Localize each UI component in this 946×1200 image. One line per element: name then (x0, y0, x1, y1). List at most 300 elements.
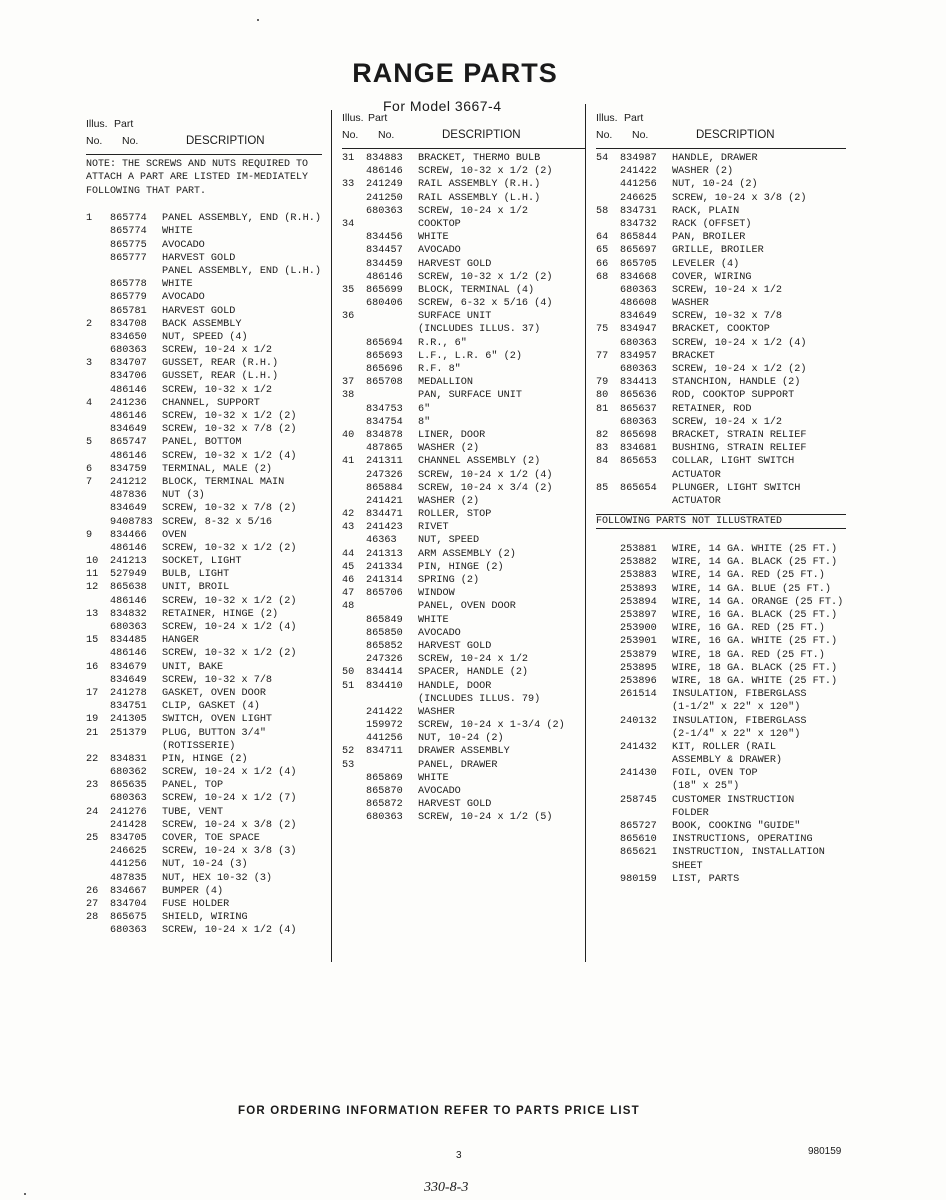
part-description: WIRE, 16 GA. BLACK (25 FT.) (672, 610, 838, 621)
part-description: BOOK, COOKING "GUIDE" (672, 821, 801, 832)
illus-number: 68 (596, 271, 609, 283)
part-number: 9408783 (110, 516, 153, 528)
illus-number (596, 622, 620, 635)
part-description: WIRE, 18 GA. RED (25 FT.) (672, 649, 825, 661)
parts-row (86, 516, 322, 529)
illus-number (596, 310, 620, 323)
parts-column-1 (86, 116, 322, 938)
illus-number: 42 (342, 509, 355, 521)
parts-row (342, 416, 585, 429)
illus-number (86, 489, 110, 502)
part-description: R.R., 6" (418, 337, 467, 349)
parts-row (596, 556, 846, 569)
part-number: 246625 (620, 192, 657, 204)
part-number: 865693 (366, 350, 403, 362)
part-description: SHIELD, WIRING (162, 912, 248, 924)
illus-number: 64 (596, 232, 609, 244)
part-description: SCREW, 10-24 x 1/2 (4) (162, 622, 297, 634)
illus-number (342, 205, 366, 218)
part-description: BRACKET, STRAIN RELIEF (672, 429, 807, 441)
illus-number (596, 873, 620, 886)
part-number: 865869 (366, 772, 403, 784)
part-description: WASHER (2) (418, 443, 480, 455)
illus-number (86, 595, 110, 608)
illus-number (596, 469, 620, 482)
part-description: 8" (418, 416, 431, 428)
part-description: NUT, SPEED (4) (162, 331, 248, 343)
part-description: SCREW, 10-24 x 1/2 (672, 284, 783, 296)
illus-number (86, 410, 110, 423)
part-number: 865849 (366, 614, 403, 626)
part-number: 865706 (366, 588, 403, 600)
parts-row (86, 581, 322, 594)
part-description: SCREW, 8-32 x 5/16 (162, 516, 273, 528)
parts-row (86, 766, 322, 779)
part-description: ROD, COOKTOP SUPPORT (672, 390, 795, 402)
illus-number (342, 258, 366, 271)
part-number: 241432 (620, 741, 657, 753)
part-number: 240132 (620, 715, 657, 727)
part-number: 834668 (620, 271, 657, 283)
parts-row (596, 583, 846, 596)
parts-row (86, 872, 322, 885)
illus-number (86, 252, 110, 265)
part-description: DRAWER ASSEMBLY (418, 746, 510, 758)
parts-row (596, 662, 846, 675)
illus-number (596, 767, 620, 780)
parts-row (86, 647, 322, 660)
part-description: (18" x 25") (672, 781, 740, 793)
part-description: FOIL, OVEN TOP (672, 768, 758, 780)
part-description: HANDLE, DOOR (418, 680, 492, 692)
part-description: BRACKET, THERMO BULB (418, 153, 541, 164)
illus-number: 34 (342, 218, 355, 230)
illus-number (86, 845, 110, 858)
part-number: 865872 (366, 799, 403, 811)
illus-number (596, 833, 620, 846)
part-number: 486146 (110, 411, 147, 423)
illus-number: 13 (86, 608, 99, 620)
part-number: 865696 (366, 364, 403, 375)
illus-number (596, 297, 620, 310)
part-description: SCREW, 10-24 x 1/2 (4) (672, 337, 807, 349)
part-description: NUT (3) (162, 490, 205, 502)
illus-number: 43 (342, 522, 355, 534)
part-number: 834649 (110, 424, 147, 436)
part-number: 834679 (110, 661, 147, 673)
part-description: HARVEST GOLD (162, 252, 236, 264)
illus-number (596, 741, 620, 754)
part-number: 834957 (620, 350, 657, 362)
part-number: 486146 (110, 450, 147, 462)
illus-number (86, 647, 110, 660)
parts-row (342, 284, 585, 297)
part-number: 834706 (110, 371, 147, 383)
parts-row (596, 178, 846, 191)
part-number: 253900 (620, 623, 657, 635)
illus-number: 84 (596, 456, 609, 468)
part-number: 241422 (366, 706, 403, 718)
part-number (110, 265, 162, 278)
part-number: 241423 (366, 522, 403, 534)
part-number: 241213 (110, 556, 147, 568)
part-description: GUSSET, REAR (L.H.) (162, 371, 279, 383)
part-number: 865621 (620, 847, 657, 859)
part-description: SCREW, 10-24 x 3/8 (2) (672, 192, 807, 204)
ordering-footer: FOR ORDERING INFORMATION REFER TO PARTS PRICE LIST (238, 1105, 640, 1117)
part-number: 865708 (366, 377, 403, 389)
parts-row (342, 482, 585, 495)
illus-number: 75 (596, 324, 609, 336)
illus-number (86, 331, 110, 344)
illus-number (86, 344, 110, 357)
parts-row (342, 376, 585, 389)
part-number (366, 310, 418, 323)
illus-number (596, 662, 620, 675)
part-number: 865637 (620, 403, 657, 415)
illus-number: 66 (596, 258, 609, 270)
parts-row (86, 819, 322, 832)
illus-number: 54 (596, 153, 609, 164)
illus-number: 53 (342, 759, 355, 771)
parts-row (342, 178, 585, 191)
part-number: 834753 (366, 403, 403, 415)
parts-row (596, 271, 846, 284)
illus-number: 80 (596, 390, 609, 402)
part-description: 6" (418, 403, 431, 415)
part-number: 865694 (366, 337, 403, 349)
part-number: 486146 (366, 271, 403, 283)
illus-number (342, 337, 366, 350)
part-description: CHANNEL ASSEMBLY (2) (418, 456, 541, 468)
part-description: COVER, TOE SPACE (162, 833, 260, 845)
illus-number (596, 337, 620, 350)
parts-row (86, 502, 322, 515)
part-number: 241249 (366, 179, 403, 191)
parts-row (596, 495, 846, 508)
parts-row (596, 469, 846, 482)
part-number (620, 728, 672, 741)
part-description: RAIL ASSEMBLY (R.H.) (418, 179, 541, 191)
screws-note: NOTE: THE SCREWS AND NUTS REQUIRED TO ATTACH A PART ARE LISTED IM-MEDIATELY FOLLOWING THAT PART. (86, 159, 309, 197)
illus-number: 15 (86, 635, 99, 647)
parts-row (86, 713, 322, 726)
illus-number (596, 192, 620, 205)
parts-row (342, 561, 585, 574)
part-description: SCREW, 10-24 x 1/2 (4) (418, 469, 553, 481)
part-description: HARVEST GOLD (162, 305, 236, 317)
part-description: SCREW, 10-24 x 1/2 (7) (162, 793, 297, 805)
part-number (366, 323, 418, 336)
part-description: NUT, 10-24 (2) (418, 733, 504, 745)
part-number: 680363 (366, 205, 403, 217)
parts-row (342, 350, 585, 363)
illus-number (342, 192, 366, 205)
illus-number (342, 640, 366, 653)
part-description: WHITE (418, 232, 449, 244)
parts-row (86, 476, 322, 489)
parts-row (596, 482, 846, 495)
part-description: ACTUATOR (672, 495, 721, 507)
part-number: 159972 (366, 720, 403, 732)
illus-number (86, 291, 110, 304)
part-description: WIRE, 14 GA. ORANGE (25 FT.) (672, 596, 844, 608)
part-description: PIN, HINGE (2) (162, 753, 248, 765)
part-number: 865727 (620, 821, 657, 832)
parts-row (342, 469, 585, 482)
parts-column-2 (342, 110, 585, 825)
parts-row (342, 521, 585, 534)
illus-number (342, 772, 366, 785)
part-number: 258745 (620, 794, 657, 806)
part-description: SCREW, 10-24 x 1/2 (162, 345, 273, 357)
illus-number (596, 780, 620, 793)
parts-row (86, 700, 322, 713)
illus-number (342, 442, 366, 455)
part-description: SCREW, 10-32 x 1/2 (2) (418, 166, 553, 178)
illus-number: 83 (596, 443, 609, 455)
part-number: 680363 (620, 284, 657, 296)
illus-number (342, 363, 366, 376)
part-number: 680363 (110, 793, 147, 805)
illus-number (342, 811, 366, 824)
part-description: SCREW, 10-32 x 1/2 (2) (162, 595, 297, 607)
part-number: 834751 (110, 701, 147, 713)
illus-number: 81 (596, 403, 609, 415)
part-description: HANGER (162, 635, 199, 647)
not-illustrated-header: FOLLOWING PARTS NOT ILLUSTRATED (596, 514, 846, 529)
illus-number (86, 502, 110, 515)
parts-row (86, 370, 322, 383)
part-description: UNIT, BAKE (162, 661, 224, 673)
part-number: 865675 (110, 912, 147, 924)
parts-row (596, 794, 846, 807)
part-number: 865747 (110, 437, 147, 449)
part-number: 253881 (620, 544, 657, 556)
parts-row (596, 284, 846, 297)
part-description: HANDLE, DRAWER (672, 153, 758, 164)
part-number: 834456 (366, 232, 403, 244)
illus-number (86, 516, 110, 529)
part-description: LIST, PARTS (672, 873, 740, 885)
part-number: 834704 (110, 898, 147, 910)
part-number: 241236 (110, 397, 147, 409)
part-description: BUSHING, STRAIN RELIEF (672, 443, 807, 455)
part-description: AVOCADO (418, 245, 461, 257)
part-number (366, 218, 418, 231)
part-number: 865870 (366, 786, 403, 797)
parts-row (86, 858, 322, 871)
illus-number: 5 (86, 437, 93, 449)
part-description: CHANNEL, SUPPORT (162, 397, 260, 409)
part-description: RETAINER, ROD (672, 403, 752, 415)
part-number: 241334 (366, 561, 403, 573)
part-description: WASHER (2) (672, 166, 734, 178)
part-description: SCREW, 10-24 x 1/2 (4) (162, 925, 297, 937)
part-description: SCREW, 10-24 x 1/2 (5) (418, 812, 553, 824)
part-number: 241311 (366, 456, 403, 468)
part-number: 253893 (620, 583, 657, 595)
parts-row (86, 529, 322, 542)
illus-number: 36 (342, 311, 355, 323)
parts-row (86, 595, 322, 608)
header-rule (596, 148, 846, 149)
scan-speck (257, 19, 259, 21)
parts-row (86, 911, 322, 924)
part-number: 865844 (620, 232, 657, 244)
illus-number (596, 569, 620, 582)
illus-number (86, 792, 110, 805)
part-description: BRACKET (672, 350, 715, 362)
parts-row (596, 860, 846, 873)
parts-row (86, 305, 322, 318)
part-description: SWITCH, OVEN LIGHT (162, 714, 273, 726)
parts-row (596, 846, 846, 859)
part-description: AVOCADO (162, 292, 205, 304)
part-description: TERMINAL, MALE (2) (162, 463, 273, 475)
parts-row (342, 455, 585, 468)
part-description: RETAINER, HINGE (2) (162, 608, 279, 620)
page-number: 3 (456, 1150, 462, 1161)
part-number (110, 740, 162, 753)
part-number: 834414 (366, 667, 403, 679)
parts-row (596, 543, 846, 556)
parts-row (342, 258, 585, 271)
part-number: 241313 (366, 548, 403, 560)
part-description: RAIL ASSEMBLY (L.H.) (418, 192, 541, 204)
parts-row (86, 792, 322, 805)
part-number: 241430 (620, 768, 657, 780)
illus-number: 24 (86, 806, 99, 818)
parts-row (342, 587, 585, 600)
illus-number (86, 265, 110, 278)
part-description: NUT, SPEED (418, 535, 480, 547)
illus-number: 11 (86, 569, 99, 581)
parts-row (86, 924, 322, 937)
part-number: 253897 (620, 610, 657, 621)
part-number: 834731 (620, 205, 657, 217)
part-number: 441256 (620, 179, 657, 191)
parts-row (86, 423, 322, 436)
part-number: 253901 (620, 636, 657, 648)
illus-number (86, 924, 110, 937)
part-number: 865781 (110, 305, 147, 317)
parts-row (342, 548, 585, 561)
model-subtitle: For Model 3667-4 (383, 98, 502, 114)
part-number: 486146 (110, 648, 147, 660)
parts-row (596, 820, 846, 833)
part-number: 487836 (110, 490, 147, 502)
part-number: 241278 (110, 687, 147, 699)
parts-row (86, 661, 322, 674)
parts-row (342, 534, 585, 547)
part-number: 241305 (110, 714, 147, 726)
illus-number (86, 819, 110, 832)
illus-number (342, 323, 366, 336)
part-description: FOLDER (672, 807, 709, 819)
part-number: 527949 (110, 569, 147, 581)
parts-row (596, 416, 846, 429)
part-number: 834485 (110, 635, 147, 647)
illus-number: 44 (342, 548, 355, 560)
part-description: RACK (OFFSET) (672, 218, 752, 230)
part-number: 834649 (110, 674, 147, 686)
parts-row (342, 706, 585, 719)
illus-number: 41 (342, 456, 355, 468)
part-description: SCREW, 10-32 x 1/2 (4) (162, 450, 297, 462)
part-number: 253882 (620, 557, 657, 569)
illus-number: 51 (342, 680, 355, 692)
parts-row (596, 442, 846, 455)
parts-row (596, 350, 846, 363)
part-description: PLUG, BUTTON 3/4" (162, 727, 266, 739)
part-description: WASHER (418, 706, 455, 718)
parts-list (86, 212, 322, 937)
parts-row (342, 152, 585, 165)
illus-number: 48 (342, 601, 355, 613)
illus-number: 85 (596, 482, 609, 494)
parts-row (86, 225, 322, 238)
part-description: WIRE, 18 GA. WHITE (25 FT.) (672, 675, 838, 687)
part-description: PANEL ASSEMBLY, END (L.H.) (162, 265, 321, 277)
part-number: 865653 (620, 456, 657, 468)
illus-number (596, 754, 620, 767)
part-number: 865852 (366, 640, 403, 652)
part-description: WIRE, 14 GA. RED (25 FT.) (672, 570, 825, 582)
part-description: SURFACE UNIT (418, 311, 492, 323)
parts-row (342, 442, 585, 455)
parts-row (342, 403, 585, 416)
parts-row (86, 463, 322, 476)
illus-number (342, 534, 366, 547)
part-number: 251379 (110, 727, 147, 739)
parts-row (86, 687, 322, 700)
parts-row (86, 384, 322, 397)
illus-number (596, 860, 620, 873)
illus-number: 6 (86, 463, 93, 475)
part-number (620, 495, 672, 508)
part-description: WIRE, 14 GA. WHITE (25 FT.) (672, 544, 838, 556)
part-description: INSULATION, FIBERGLASS (672, 689, 807, 701)
part-description: SCREW, 10-32 x 7/8 (2) (162, 503, 297, 515)
parts-row (86, 832, 322, 845)
parts-row (342, 640, 585, 653)
part-number: 834705 (110, 833, 147, 845)
column-header: Illus. No. Part No. DESCRIPTION (342, 112, 521, 141)
illus-number (86, 423, 110, 436)
illus-number (86, 542, 110, 555)
illus-number: 52 (342, 746, 355, 758)
illus-number: 47 (342, 588, 355, 600)
part-number: 253896 (620, 675, 657, 687)
part-number: 486146 (110, 542, 147, 554)
illus-number: 19 (86, 714, 99, 726)
part-number: 834707 (110, 358, 147, 370)
parts-row (86, 674, 322, 687)
parts-row (342, 798, 585, 811)
parts-row (596, 310, 846, 323)
illus-number: 50 (342, 667, 355, 679)
parts-row (86, 727, 322, 740)
part-number: 865884 (366, 482, 403, 494)
parts-row (596, 873, 846, 886)
parts-row (342, 614, 585, 627)
part-number: 680363 (620, 337, 657, 349)
parts-row (596, 609, 846, 622)
part-number: 261514 (620, 689, 657, 701)
part-number: 834667 (110, 885, 147, 897)
part-description: SCREW, 10-24 x 1/2 (418, 205, 529, 217)
